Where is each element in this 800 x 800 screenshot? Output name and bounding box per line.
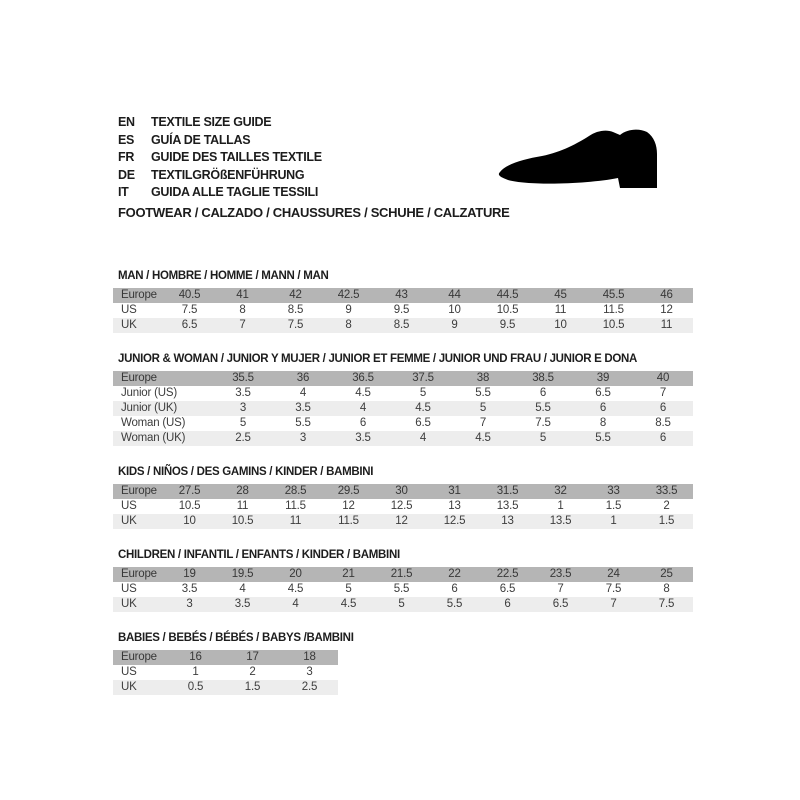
- size-cell: 9: [428, 318, 481, 333]
- row-label: UK: [113, 680, 167, 695]
- size-cell: 7: [587, 597, 640, 612]
- size-cell: 12.5: [428, 514, 481, 529]
- size-cell: 1: [587, 514, 640, 529]
- size-cell: 9.5: [481, 318, 534, 333]
- shoe-icon: [496, 128, 671, 194]
- size-table-man: [113, 288, 693, 333]
- size-cell: 33: [587, 484, 640, 499]
- size-cell: 11: [640, 318, 693, 333]
- size-cell: 6.5: [534, 597, 587, 612]
- size-cell: 6.5: [163, 318, 216, 333]
- size-table-junior-woman: [113, 371, 693, 446]
- size-cell: 29.5: [322, 484, 375, 499]
- language-title: TEXTILGRÖßENFÜHRUNG: [151, 167, 305, 182]
- size-cell: 6.5: [595, 387, 611, 399]
- size-cell: 21.5: [375, 567, 428, 582]
- size-cell: 44: [428, 288, 481, 303]
- table-row: [113, 650, 338, 665]
- size-table-children: [113, 567, 693, 612]
- size-cell: 24: [587, 567, 640, 582]
- size-cell: 10.5: [216, 514, 269, 529]
- size-cell: 8.5: [655, 417, 671, 429]
- row-label: UK: [113, 318, 163, 333]
- size-cell: 13: [481, 514, 534, 529]
- size-cell: 5.5: [573, 431, 633, 446]
- row-label: Europe: [113, 484, 163, 499]
- table-row: [113, 665, 338, 680]
- size-cell: 6: [573, 401, 633, 416]
- language-title: GUIDA ALLE TAGLIE TESSILI: [151, 185, 319, 199]
- size-cell: 25: [640, 567, 693, 582]
- table-row: [113, 401, 693, 416]
- size-cell: 39: [573, 371, 633, 386]
- size-cell: 5.5: [475, 387, 491, 399]
- size-cell: 8: [663, 583, 670, 595]
- size-cell: 2.5: [213, 431, 273, 446]
- row-label: UK: [113, 597, 163, 612]
- size-cell: 3.5: [181, 583, 198, 595]
- size-cell: 6: [633, 431, 693, 446]
- size-cell: 13: [448, 500, 461, 512]
- size-cell: 1: [192, 666, 199, 678]
- size-cell: 16: [167, 650, 224, 665]
- size-cell: 5: [453, 401, 513, 416]
- size-cell: 6: [451, 583, 458, 595]
- size-cell: 3: [163, 597, 216, 612]
- size-cell: 4.5: [287, 583, 304, 595]
- size-section-junior-woman: [113, 353, 693, 446]
- language-row-en: [118, 114, 322, 132]
- size-cell: 11: [269, 514, 322, 529]
- row-label: Woman (UK): [113, 431, 213, 446]
- size-cell: 4: [333, 401, 393, 416]
- language-code: EN: [118, 115, 135, 129]
- table-row: [113, 431, 693, 446]
- size-cell: 4: [299, 387, 307, 399]
- row-label: Junior (US): [121, 387, 177, 399]
- section-title-man: MAN / HOMBRE / HOMME / MANN / MAN: [118, 270, 329, 282]
- size-cell: 11.5: [285, 500, 306, 512]
- size-cell: 7: [557, 583, 564, 595]
- size-cell: 10: [534, 318, 587, 333]
- size-cell: 6.5: [415, 417, 431, 429]
- size-cell: 38.5: [513, 371, 573, 386]
- size-cell: 3: [273, 431, 333, 446]
- size-cell: 3.5: [273, 401, 333, 416]
- language-title: GUÍA DE TALLAS: [151, 132, 251, 147]
- size-cell: 28: [216, 484, 269, 499]
- size-cell: 5: [375, 597, 428, 612]
- table-row: [113, 416, 693, 431]
- size-cell: 35.5: [213, 371, 273, 386]
- size-cell: 5: [419, 387, 427, 399]
- size-cell: 37.5: [393, 371, 453, 386]
- size-cell: 4.5: [393, 401, 453, 416]
- size-cell: 33.5: [640, 484, 693, 499]
- size-cell: 12: [342, 500, 355, 512]
- language-code: FR: [118, 150, 135, 164]
- category-heading: FOOTWEAR / CALZADO / CHAUSSURES / SCHUHE / CALZATURE: [118, 205, 510, 220]
- row-label: US: [121, 666, 137, 678]
- size-cell: 17: [224, 650, 281, 665]
- size-cell: 12: [375, 514, 428, 529]
- row-label: Europe: [113, 288, 163, 303]
- table-row: [113, 288, 693, 303]
- size-cell: 22.5: [481, 567, 534, 582]
- size-cell: 46: [640, 288, 693, 303]
- size-cell: 3.5: [333, 431, 393, 446]
- size-cell: 10: [448, 304, 461, 316]
- row-label: Woman (US): [121, 417, 186, 429]
- table-row: [113, 567, 693, 582]
- size-cell: 21: [322, 567, 375, 582]
- language-title: GUIDE DES TAILLES TEXTILE: [151, 150, 322, 164]
- size-cell: 36.5: [333, 371, 393, 386]
- size-cell: 32: [534, 484, 587, 499]
- size-cell: 7.5: [181, 304, 198, 316]
- size-cell: 8.5: [375, 318, 428, 333]
- size-table-babies: [113, 650, 338, 695]
- size-cell: 36: [273, 371, 333, 386]
- size-cell: 44.5: [481, 288, 534, 303]
- size-section-children: [113, 549, 693, 612]
- row-label: US: [121, 500, 137, 512]
- size-cell: 5.5: [513, 401, 573, 416]
- size-cell: 1.5: [605, 500, 622, 512]
- size-cell: 5: [239, 417, 247, 429]
- size-cell: 7.5: [640, 597, 693, 612]
- size-cell: 6: [481, 597, 534, 612]
- size-cell: 4.5: [355, 387, 371, 399]
- size-cell: 22: [428, 567, 481, 582]
- row-label: US: [121, 304, 137, 316]
- table-row: [113, 514, 693, 529]
- size-cell: 11: [236, 500, 249, 512]
- size-cell: 19: [163, 567, 216, 582]
- language-title: TEXTILE SIZE GUIDE: [151, 115, 272, 129]
- size-cell: 13.5: [534, 514, 587, 529]
- size-tables-container: [113, 270, 693, 715]
- row-label: UK: [113, 514, 163, 529]
- size-cell: 13.5: [496, 500, 519, 512]
- size-cell: 5.5: [393, 583, 410, 595]
- size-cell: 20: [269, 567, 322, 582]
- size-cell: 7: [216, 318, 269, 333]
- size-cell: 6: [539, 387, 547, 399]
- row-label: Junior (UK): [113, 401, 213, 416]
- row-label: Europe: [113, 371, 213, 386]
- size-cell: 7.5: [605, 583, 622, 595]
- size-cell: 18: [281, 650, 338, 665]
- size-cell: 5: [513, 431, 573, 446]
- size-cell: 2: [249, 666, 256, 678]
- size-cell: 3: [306, 666, 313, 678]
- size-cell: 4.5: [453, 431, 513, 446]
- size-cell: 0.5: [167, 680, 224, 695]
- table-row: [113, 484, 693, 499]
- size-cell: 27.5: [163, 484, 216, 499]
- size-cell: 10.5: [587, 318, 640, 333]
- size-section-man: [113, 270, 693, 333]
- size-cell: 7.5: [535, 417, 551, 429]
- size-cell: 38: [453, 371, 513, 386]
- size-section-kids: [113, 466, 693, 529]
- size-cell: 1.5: [640, 514, 693, 529]
- size-cell: 11: [554, 304, 567, 316]
- size-cell: 1: [557, 500, 564, 512]
- size-cell: 9: [345, 304, 352, 316]
- size-cell: 11.5: [322, 514, 375, 529]
- table-row: [113, 371, 693, 386]
- size-cell: 45.5: [587, 288, 640, 303]
- size-cell: 10.5: [178, 500, 201, 512]
- language-title-list: [118, 114, 322, 202]
- size-cell: 5.5: [295, 417, 311, 429]
- size-cell: 45: [534, 288, 587, 303]
- size-cell: 12: [660, 304, 673, 316]
- size-cell: 9.5: [393, 304, 410, 316]
- size-cell: 11.5: [603, 304, 624, 316]
- size-cell: 10: [163, 514, 216, 529]
- size-cell: 30: [375, 484, 428, 499]
- size-cell: 42: [269, 288, 322, 303]
- size-cell: 19.5: [216, 567, 269, 582]
- size-cell: 7.5: [269, 318, 322, 333]
- size-cell: 31: [428, 484, 481, 499]
- language-code: IT: [118, 185, 129, 199]
- table-row: [113, 597, 693, 612]
- row-label: US: [121, 583, 137, 595]
- language-code: DE: [118, 167, 135, 182]
- table-row: [113, 386, 693, 401]
- size-cell: 8: [322, 318, 375, 333]
- size-cell: 8: [239, 304, 246, 316]
- language-row-fr: [118, 149, 322, 167]
- size-cell: 6.5: [499, 583, 516, 595]
- size-cell: 28.5: [269, 484, 322, 499]
- section-title-children: CHILDREN / INFANTIL / ENFANTS / KINDER / BAMBINI: [118, 549, 400, 561]
- table-row: [113, 499, 693, 514]
- language-row-it: [118, 184, 322, 202]
- section-title-kids: KIDS / NIÑOS / DES GAMINS / KINDER / BAMBINI: [118, 466, 374, 478]
- size-cell: 5.5: [428, 597, 481, 612]
- size-cell: 6: [633, 401, 693, 416]
- size-cell: 6: [359, 417, 367, 429]
- size-cell: 1.5: [224, 680, 281, 695]
- size-cell: 4: [239, 583, 246, 595]
- size-cell: 7: [659, 387, 667, 399]
- size-cell: 4: [393, 431, 453, 446]
- language-row-es: [118, 132, 322, 150]
- size-cell: 43: [375, 288, 428, 303]
- size-cell: 40.5: [163, 288, 216, 303]
- size-cell: 31.5: [481, 484, 534, 499]
- size-cell: 3: [213, 401, 273, 416]
- row-label: Europe: [113, 567, 163, 582]
- size-cell: 3.5: [216, 597, 269, 612]
- size-cell: 12.5: [390, 500, 413, 512]
- size-table-kids: [113, 484, 693, 529]
- size-cell: 2: [663, 500, 670, 512]
- section-title-babies: BABIES / BEBÉS / BÉBÉS / BABYS /BAMBINI: [118, 632, 354, 644]
- table-row: [113, 318, 693, 333]
- size-cell: 4: [269, 597, 322, 612]
- size-cell: 2.5: [281, 680, 338, 695]
- section-title-junior-woman: JUNIOR & WOMAN / JUNIOR Y MUJER / JUNIOR ET FEMME / JUNIOR UND FRAU / JUNIOR E DONA: [118, 353, 638, 365]
- size-cell: 23.5: [534, 567, 587, 582]
- language-row-de: [118, 167, 322, 185]
- size-cell: 3.5: [235, 387, 251, 399]
- size-cell: 41: [216, 288, 269, 303]
- size-cell: 4.5: [322, 597, 375, 612]
- table-row: [113, 303, 693, 318]
- table-row: [113, 680, 338, 695]
- table-row: [113, 582, 693, 597]
- size-cell: 10.5: [496, 304, 519, 316]
- language-code: ES: [118, 132, 135, 147]
- size-cell: 5: [345, 583, 352, 595]
- row-label: Europe: [113, 650, 167, 665]
- size-cell: 42.5: [322, 288, 375, 303]
- size-cell: 8: [599, 417, 607, 429]
- size-cell: 7: [479, 417, 487, 429]
- size-cell: 8.5: [287, 304, 304, 316]
- size-section-babies: [113, 632, 693, 695]
- size-cell: 40: [633, 371, 693, 386]
